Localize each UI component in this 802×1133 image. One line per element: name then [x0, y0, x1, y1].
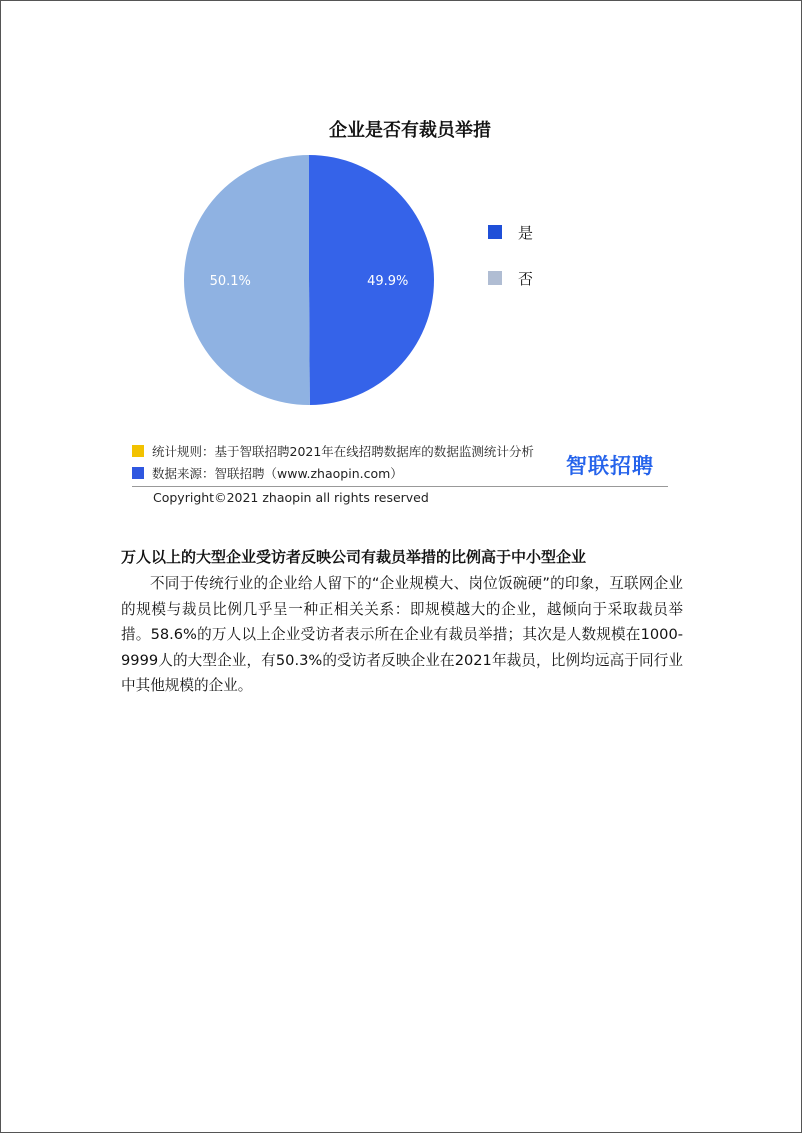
divider — [132, 486, 668, 487]
note-source — [132, 462, 534, 484]
legend-item-yes — [488, 220, 533, 244]
copyright-text: Copyright©2021 zhaopin all rights reserved — [153, 490, 429, 505]
pie-chart — [180, 154, 440, 414]
legend-item-no — [488, 266, 533, 290]
note-source-bullet — [132, 467, 144, 479]
note-source-text: 数据来源：智联招聘（www.zhaopin.com） — [152, 466, 403, 481]
note-rule — [132, 440, 534, 462]
chart-legend — [488, 220, 533, 312]
legend-label-no: 否 — [518, 269, 534, 288]
legend-swatch-no — [488, 271, 502, 285]
legend-swatch-yes — [488, 225, 502, 239]
section-heading: 万人以上的大型企业受访者反映公司有裁员举措的比例高于中小型企业 — [121, 548, 587, 566]
note-rule-text: 统计规则：基于智联招聘2021年在线招聘数据库的数据监测统计分析 — [152, 444, 534, 459]
chart-notes — [132, 440, 534, 484]
body-paragraph: 不同于传统行业的企业给人留下的“企业规模大、岗位饭碗硬”的印象，互联网企业的规模与裁员比例几乎呈一种正相关关系：即规模越大的企业，越倾向于采取裁员举措。58.6%的万人以上企业受访者表示所在企业有裁员举措；其次是人数规模在1000-9999人的大型企业，有50.3%的受访者反映企业在2021年裁员，比例均远高于同行业中其他规模的企业。 — [121, 575, 683, 694]
zhaopin-logo: 智联招聘 — [566, 454, 654, 478]
legend-label-yes: 是 — [518, 223, 534, 242]
pie-label-no: 50.1% — [209, 274, 251, 290]
pie-label-yes: 49.9% — [367, 273, 409, 289]
chart-title: 企业是否有裁员举措 — [329, 120, 491, 141]
note-rule-bullet — [132, 445, 144, 457]
